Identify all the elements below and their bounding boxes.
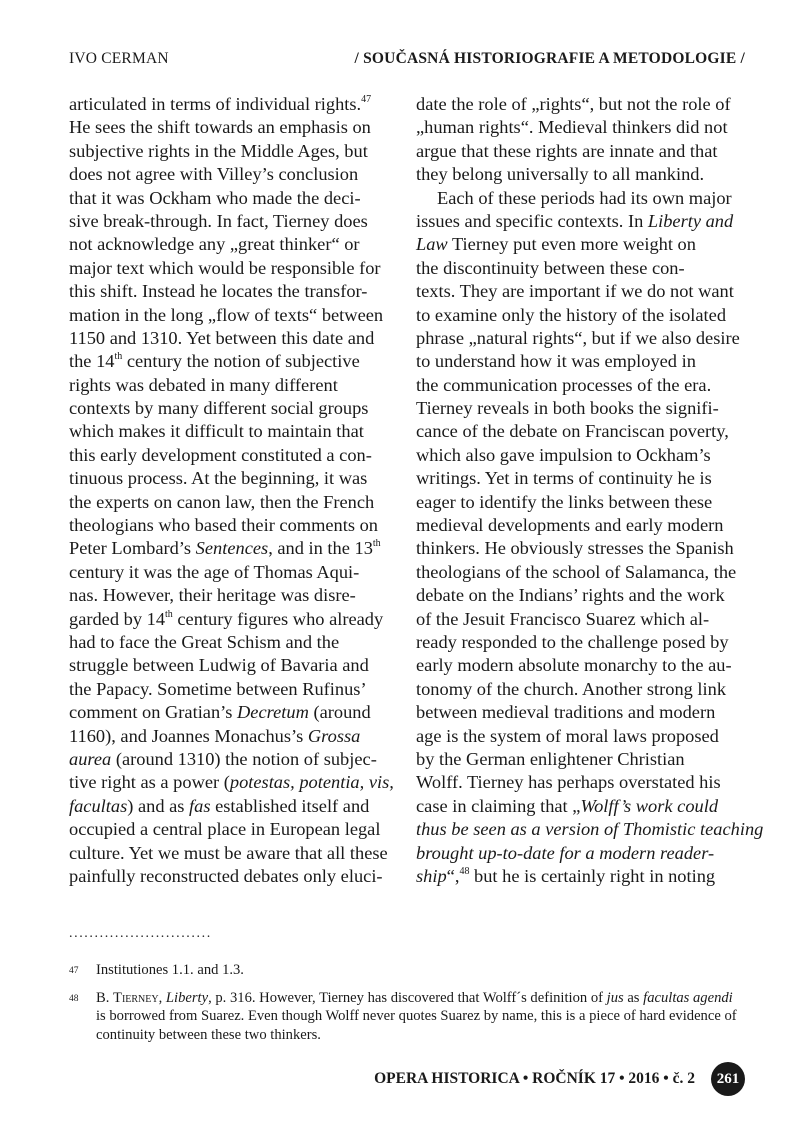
text-run: they belong universally to all mankind. (416, 164, 705, 185)
text-run: age is the system of moral laws proposed (416, 725, 719, 746)
text-run: century figures who already (172, 608, 384, 629)
text-run: to examine only the history of the isolated (416, 304, 727, 325)
header-section: / SOUČASNÁ HISTORIOGRAFIE A METODOLOGIE / (354, 50, 745, 67)
text-run: Tierney reveals in both books the signifi- (416, 398, 719, 419)
text-run: tinuous process. At the beginning, it was (69, 468, 368, 489)
text-run: contexts by many different social groups (69, 398, 369, 419)
text-line (69, 444, 396, 467)
text-run: culture. Yet we must be aware that all these (69, 842, 388, 863)
text-line (416, 374, 745, 397)
text-run: of the Jesuit Francisco Suarez which al- (416, 608, 710, 629)
text-line (416, 561, 745, 584)
text-run: century the notion of subjective (122, 351, 360, 372)
text-line (416, 842, 745, 865)
text-run: this early development constituted a con- (69, 444, 372, 465)
text-run: rights was debated in many different (69, 374, 338, 395)
text-line (416, 257, 745, 280)
footnote (69, 989, 745, 1045)
text-run: that it was Ockham who made the deci- (69, 187, 361, 208)
text-line (416, 795, 745, 818)
text-run: had to face the Great Schism and the (69, 631, 340, 652)
text-line (69, 257, 396, 280)
text-line (69, 701, 396, 724)
text-run: mation in the long „flow of texts“ between (69, 304, 384, 325)
text-line (416, 163, 745, 186)
text-line (416, 350, 745, 373)
text-line (69, 187, 396, 210)
text-run: “, (446, 865, 460, 886)
italic-text: Wolff’s work could (580, 795, 719, 816)
text-line (69, 397, 396, 420)
text-run: writings. Yet in terms of continuity he is (416, 468, 712, 489)
text-run: by the German enlightener Christian (416, 748, 685, 769)
text-line (416, 397, 745, 420)
footnote-rule: ............................ (69, 926, 212, 941)
text-line (416, 467, 745, 490)
text-line (416, 116, 745, 139)
text-run: occupied a central place in European legal (69, 819, 381, 840)
text-line (69, 374, 396, 397)
italic-text: aurea (69, 748, 112, 769)
text-run: tive right as a power ( (69, 772, 230, 793)
text-run: 1150 and 1310. Yet between this date and (69, 327, 375, 348)
text-line (69, 420, 396, 443)
italic-text: thus be seen as a version of Thomistic teaching (416, 819, 764, 840)
text-line (69, 631, 396, 654)
text-line (416, 608, 745, 631)
text-run: but he is certainly right in noting (469, 865, 716, 886)
text-line (416, 140, 745, 163)
italic-text: Decretum (237, 702, 309, 723)
text-line (69, 280, 396, 303)
text-line (69, 163, 396, 186)
text-run: this shift. Instead he locates the transfor- (69, 281, 368, 302)
text-run: as (623, 989, 644, 1006)
text-run: does not agree with Villey’s conclusion (69, 164, 359, 185)
text-run: Tierney put even more weight on (447, 234, 696, 255)
footnote-number: 48 (69, 993, 79, 1004)
text-run: , p. 316. However, Tierney has discovered that Wolff´s definition of (208, 989, 607, 1006)
text-run: the Papacy. Sometime between Rufinus’ (69, 678, 367, 699)
text-column-right (416, 93, 764, 888)
text-run: major text which would be responsible for (69, 257, 381, 278)
text-line (416, 654, 745, 677)
text-run: tonomy of the church. Another strong link (416, 678, 727, 699)
text-line (416, 865, 745, 888)
text-run: painfully reconstructed debates only eluci- (69, 865, 383, 886)
italic-text: fas (189, 795, 211, 816)
text-run: theologians of the school of Salamanca, the (416, 561, 737, 582)
text-line (69, 491, 396, 514)
text-line (69, 140, 396, 163)
text-run: struggle between Ludwig of Bavaria and (69, 655, 369, 676)
italic-text: jus (606, 989, 624, 1006)
text-run: (around 1310) the notion of subjec- (111, 748, 377, 769)
text-run: the 14 (69, 351, 115, 372)
text-line (69, 350, 396, 373)
italic-text: Sentences (195, 538, 269, 559)
italic-text: Liberty and (647, 210, 734, 231)
italic-text: ship (416, 865, 447, 886)
text-line (416, 187, 745, 210)
text-run: theologians who based their comments on (69, 515, 379, 536)
text-line (69, 210, 396, 233)
text-run: thinkers. He obviously stresses the Spanish (416, 538, 734, 559)
text-run: early modern absolute monarchy to the au- (416, 655, 732, 676)
italic-text: brought up-to-date for a modern reader- (416, 842, 715, 863)
footnote-text (96, 989, 745, 1045)
text-line (416, 701, 745, 724)
text-run: argue that these rights are innate and that (416, 140, 718, 161)
text-line (416, 725, 745, 748)
text-line (69, 467, 396, 490)
footnote-number: 47 (69, 966, 79, 976)
italic-text: Grossa (307, 725, 361, 746)
text-run: the discontinuity between these con- (416, 257, 685, 278)
text-run: to understand how it was employed in (416, 351, 696, 372)
text-line (69, 304, 396, 327)
text-line (69, 116, 396, 139)
text-line (69, 93, 396, 116)
text-line (416, 210, 745, 233)
text-line (416, 537, 745, 560)
text-line (69, 514, 396, 537)
italic-text: facultas agendi (643, 989, 733, 1006)
footnote-ref: 47 (361, 94, 372, 105)
text-run: not acknowledge any „great thinker“ or (69, 234, 360, 255)
text-run: garded by 14 (69, 608, 166, 629)
text-line (69, 584, 396, 607)
text-line (416, 233, 745, 256)
text-line (69, 818, 396, 841)
text-run: case in claiming that „ (416, 795, 581, 816)
text-run: eager to identify the links between these (416, 491, 713, 512)
page-number: 261 (711, 1062, 745, 1096)
text-line (69, 748, 396, 771)
text-line (69, 865, 396, 888)
text-line (69, 725, 396, 748)
text-run: which also gave impulsion to Ockham’s (416, 444, 711, 465)
footnote (69, 961, 745, 980)
text-line (416, 93, 745, 116)
text-run: , and in the 13 (268, 538, 373, 559)
text-run: established itself and (210, 795, 370, 816)
italic-text: facultas (69, 795, 128, 816)
text-run: Peter Lombard’s (69, 538, 196, 559)
text-run: phrase „natural rights“, but if we also desire (416, 327, 740, 348)
text-run: the experts on canon law, then the French (69, 491, 375, 512)
text-line (416, 678, 745, 701)
footnote-ref: th (165, 608, 173, 620)
text-line (69, 771, 396, 794)
text-run: (around (308, 702, 371, 723)
text-line (416, 631, 745, 654)
text-line (416, 584, 745, 607)
text-run: date the role of „rights“, but not the role of (416, 94, 731, 114)
text-line (416, 771, 745, 794)
text-run: ) and as (127, 795, 190, 816)
italic-text: Liberty (165, 989, 209, 1006)
text-line (69, 561, 396, 584)
text-run: , (158, 989, 166, 1006)
text-line (69, 654, 396, 677)
footnotes (69, 961, 745, 1053)
text-run: nas. However, their heritage was disre- (69, 585, 356, 606)
text-run: He sees the shift towards an emphasis on (69, 117, 371, 138)
text-line (69, 795, 396, 818)
text-run: Each of these periods had its own major (437, 187, 732, 208)
text-line (416, 304, 745, 327)
italic-text: Law (416, 234, 448, 255)
italic-text: potestas, potentia, vis, (229, 772, 394, 793)
text-run: sive break-through. In fact, Tierney does (69, 210, 368, 231)
text-run: Institutiones 1.1. and 1.3. (96, 962, 244, 978)
footnote-ref: 48 (459, 865, 470, 877)
text-run: which makes it difficult to maintain that (69, 421, 364, 442)
text-line (416, 514, 745, 537)
journal-citation: OPERA HISTORICA • ROČNÍK 17 • 2016 • č. 2 (374, 1070, 695, 1087)
text-line (69, 327, 396, 350)
text-line (69, 537, 396, 560)
header-author: IVO CERMAN (69, 50, 169, 67)
text-run: ready responded to the challenge posed by (416, 631, 729, 652)
text-run: cance of the debate on Franciscan poverty, (416, 421, 729, 442)
text-run: the communication processes of the era. (416, 374, 712, 395)
text-line (416, 327, 745, 350)
text-line (69, 233, 396, 256)
text-run: texts. They are important if we do not want (416, 281, 734, 302)
text-column-left (69, 93, 396, 888)
text-run: issues and specific contexts. In (416, 210, 648, 231)
text-run: „human rights“. Medieval thinkers did not (416, 117, 728, 138)
text-run: Wolff. Tierney has perhaps overstated his (416, 772, 721, 793)
text-run: debate on the Indians’ rights and the work (416, 585, 725, 606)
text-run: comment on Gratian’s (69, 702, 238, 723)
text-run: century it was the age of Thomas Aqui- (69, 561, 360, 582)
text-run: medieval developments and early modern (416, 515, 724, 536)
text-run: 1160), and Joannes Monachus’s (69, 725, 308, 746)
text-line (416, 280, 745, 303)
text-run: between medieval traditions and modern (416, 702, 716, 723)
text-run: articulated in terms of individual rights. (69, 94, 362, 114)
text-line (416, 748, 745, 771)
running-header (69, 50, 745, 72)
page-footer (300, 1062, 745, 1096)
text-line (416, 491, 745, 514)
text-line (416, 818, 764, 841)
text-line (69, 608, 396, 631)
footnote-text (96, 961, 745, 980)
text-run: subjective rights in the Middle Ages, but (69, 140, 368, 161)
text-line (69, 678, 396, 701)
footnote-ref: th (372, 538, 381, 550)
text-line (416, 444, 745, 467)
text-line (416, 420, 745, 443)
text-run: is borrowed from Suarez. Even though Wolff never quotes Suarez by name, this is a piece of hard evidence of continuity between these two thinkers. (96, 1008, 737, 1043)
footnote-ref: th (114, 351, 123, 363)
text-run: B. (96, 989, 114, 1006)
smallcaps-text: Tierney (113, 989, 159, 1006)
text-line (69, 842, 396, 865)
